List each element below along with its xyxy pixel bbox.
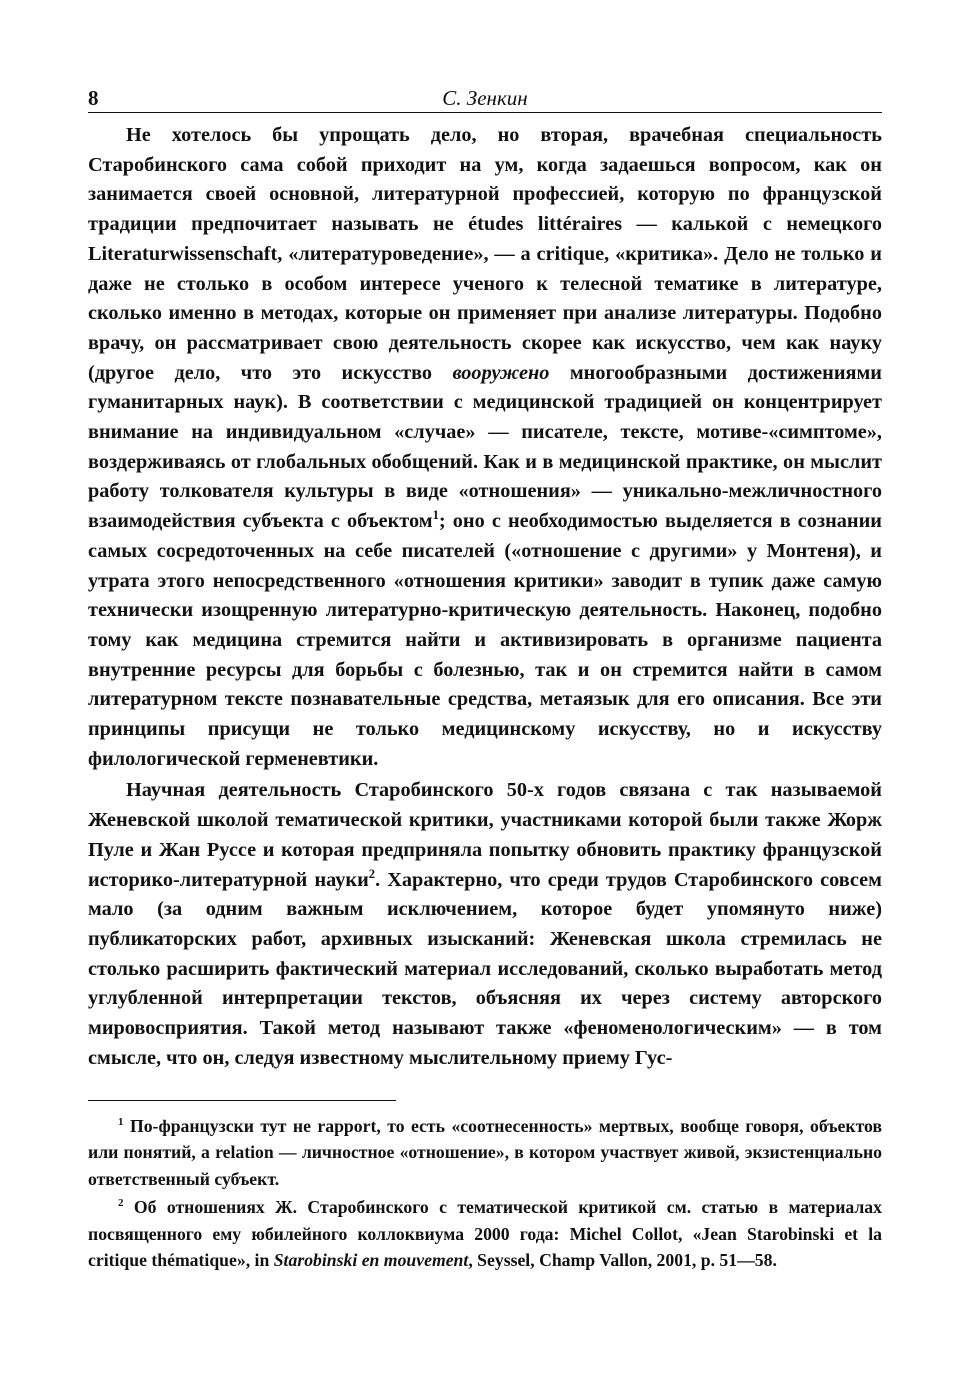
paragraph-2 bbox=[88, 776, 882, 1073]
book-title: Starobinski en mouvement bbox=[273, 1250, 469, 1270]
footnote-1 bbox=[88, 1113, 882, 1193]
footnote-ref-2[interactable]: 2 bbox=[368, 866, 376, 881]
paragraph-2-text-a: Научная деятельность Старобинского 50-х годов связана с так называемой Женевской школой тематической критики, участниками которой были также Жорж Пуле и Жан Руссе и которая предприняла попытку обновить практику французской историко-литературной науки bbox=[88, 779, 882, 891]
footnote-separator bbox=[88, 1100, 396, 1101]
paragraph-1 bbox=[88, 121, 882, 774]
footnote-2-text-a: Об отношениях Ж. Старобинского с тематической критикой см. статью в материалах посвященного ему юбилейного коллоквиума 2000 года: Michel Collot, «Jean Starobinski et la critique thématique», in bbox=[88, 1197, 882, 1270]
paragraph-2-text-b: . Характерно, что среди трудов Старобинского совсем мало (за одним важным исключением, которое будет упомянуто ниже) публикаторских работ, архивных изысканий: Женевская школа стремилась не столько расширить фактический материал исследований, сколько выработать метод углубленной интерпретации текстов, объясняя их через систему авторского мировосприятия. Такой метод называют также «феноменологическим» — в том смысле, что он, следуя известному мыслительному приему Гус- bbox=[88, 868, 882, 1069]
footnote-2-number: 2 bbox=[118, 1196, 124, 1209]
running-head-author: С. Зенкин bbox=[442, 86, 528, 110]
running-header bbox=[88, 78, 882, 113]
page-number: 8 bbox=[88, 86, 99, 110]
footnote-1-text: По-французски тут не rapport, то есть «соотнесенность» мертвых, вообще говоря, объектов или понятий, а relation — личностное «отношение», в котором участвует живой, экзистенциально ответственный субъект. bbox=[88, 1115, 882, 1189]
footnote-2-text-b: , Seyssel, Champ Vallon, 2001, p. 51—58. bbox=[468, 1250, 777, 1270]
footnote-ref-1[interactable]: 1 bbox=[432, 507, 439, 522]
paragraph-1-text-b: многообразными достижениями гуманитарных наук). В соответствии с медицинской традицией он концентрирует внимание на индивидуальном «случае» — писателе, тексте, мотиве-«симптоме», воздерживаясь от глобальных обобщений. Как и в медицинской практике, он мыслит работу толкователя культуры в виде «отношения» — уникально-межличностного взаимодействия субъекта с объектом bbox=[88, 361, 882, 533]
book-page bbox=[88, 78, 882, 1274]
footnote-1-number: 1 bbox=[118, 1115, 124, 1128]
footnote-2 bbox=[88, 1194, 882, 1274]
emphasis-armed: вооружено bbox=[452, 361, 550, 384]
paragraph-1-text-a: Не хотелось бы упрощать дело, но вторая, врачебная специальность Старобинского сама собой приходит на ум, когда задаешься вопросом, как он занимается своей основной, литературной профессией, которую по французской традиции предпочитает называть не études littéraires — калькой с немецкого Literaturwissenschaft, «литературоведение», — а critique, «критика». Дело не только и даже не столько в особом интересе ученого к телесной тематике в литературе, сколько именно в методах, которые он применяет при анализе литературы. Подобно врачу, он рассматривает свою деятельность скорее как искусство, чем как науку (другое дело, что это искусство bbox=[88, 124, 882, 384]
paragraph-1-text-c: ; оно с необходимостью выделяется в сознании самых сосредоточенных на себе писателей («отношение с другими» у Монтеня), и утрата этого непосредственного «отношения критики» заводит в тупик даже самую технически изощренную литературно-критическую деятельность. Наконец, подобно тому как медицина стремится найти и активизировать в организме пациента внутренние ресурсы для борьбы с болезнью, так и он стремится найти в самом литературном тексте познавательные средства, метаязык для его описания. Все эти принципы присущи не только медицинскому искусству, но и искусству филологической герменевтики. bbox=[88, 510, 882, 770]
